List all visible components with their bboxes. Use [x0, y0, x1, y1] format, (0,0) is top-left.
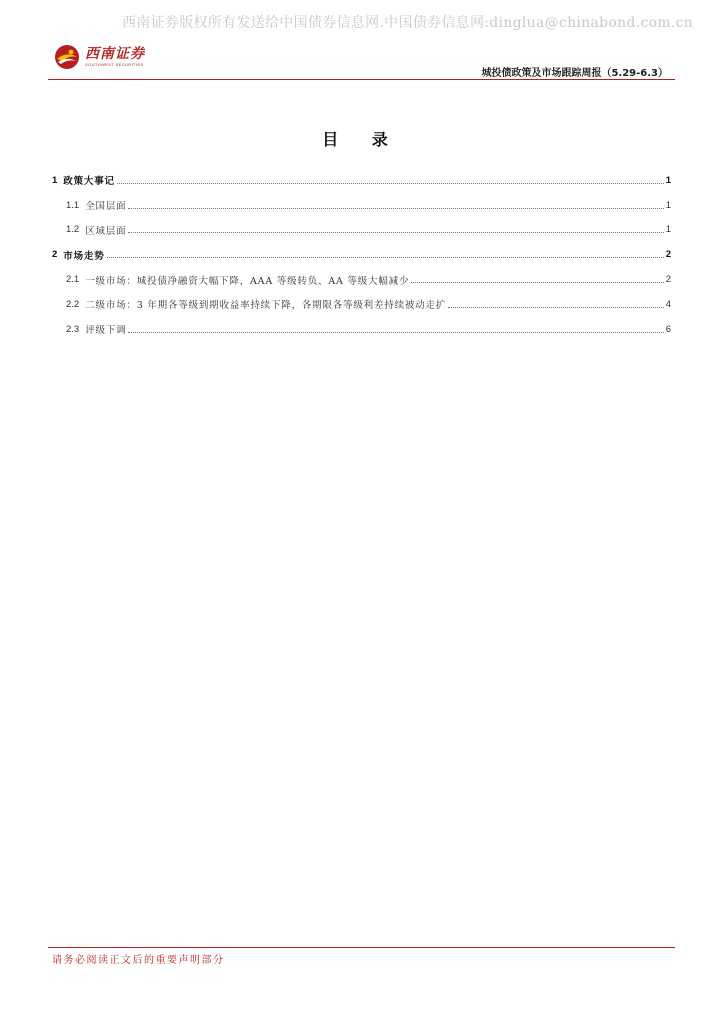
toc-entry-page: 6	[665, 323, 671, 335]
toc-entry-number: 1.1	[66, 199, 80, 211]
header-divider	[48, 79, 675, 80]
watermark: 西南证券版权所有发送给中国债券信息网.中国债券信息网:dinglua@chinabond.com.cn	[122, 15, 694, 31]
toc-entry-title: 一级市场：城投债净融资大幅下降，AAA 等级转负、AA 等级大幅减少	[85, 275, 410, 287]
toc-entry-page: 1	[665, 224, 671, 236]
toc-entry-number: 2.3	[66, 323, 80, 335]
footer-disclaimer: 请务必阅读正文后的重要声明部分	[52, 955, 225, 966]
toc-entry[interactable]	[52, 193, 671, 218]
toc-entry[interactable]	[52, 317, 671, 342]
toc-entry[interactable]	[52, 242, 671, 267]
company-logo-icon	[54, 44, 80, 70]
toc-leader-dots	[128, 202, 663, 209]
logo-name-en: SOUTHWEST SECURITIES	[85, 62, 144, 67]
toc-entry-number: 2.1	[66, 274, 80, 286]
toc-entry-page: 1	[665, 174, 671, 186]
report-title: 城投债政策及市场跟踪周报（5.29-6.3）	[481, 68, 668, 79]
toc-entry-title: 二级市场：3 年期各等级到期收益率持续下降，各期限各等级利差持续被动走扩	[85, 300, 447, 312]
toc-entry-number: 2.2	[66, 298, 80, 310]
toc-entry-title: 全国层面	[85, 201, 127, 213]
toc-leader-dots	[128, 226, 663, 233]
toc-entry-page: 1	[665, 199, 671, 211]
toc-entry-title: 评级下调	[85, 325, 127, 337]
toc-entry[interactable]	[52, 292, 671, 317]
toc-leader-dots	[128, 326, 663, 333]
toc-entry-number: 2	[52, 249, 58, 261]
toc-entry[interactable]	[52, 168, 671, 193]
toc-leader-dots	[107, 251, 664, 258]
toc-entry-title: 区域层面	[85, 225, 127, 237]
toc-entry[interactable]	[52, 267, 671, 292]
toc-leader-dots	[411, 276, 663, 283]
footer-divider	[48, 947, 675, 948]
company-logo	[54, 44, 145, 70]
logo-name-cn: 西南证券	[85, 46, 145, 62]
toc-entry-title: 市场走势	[63, 250, 105, 262]
toc-entry-page: 2	[665, 274, 671, 286]
toc-entry-page: 2	[665, 249, 671, 261]
toc-entry-page: 4	[665, 298, 671, 310]
toc-entry-number: 1.2	[66, 224, 80, 236]
toc-leader-dots	[448, 301, 664, 308]
toc-entry-title: 政策大事记	[63, 176, 115, 188]
toc-entry-number: 1	[52, 174, 58, 186]
toc-leader-dots	[117, 177, 664, 184]
table-of-contents	[52, 168, 671, 342]
toc-heading: 目 录	[322, 130, 402, 149]
toc-entry[interactable]	[52, 218, 671, 243]
